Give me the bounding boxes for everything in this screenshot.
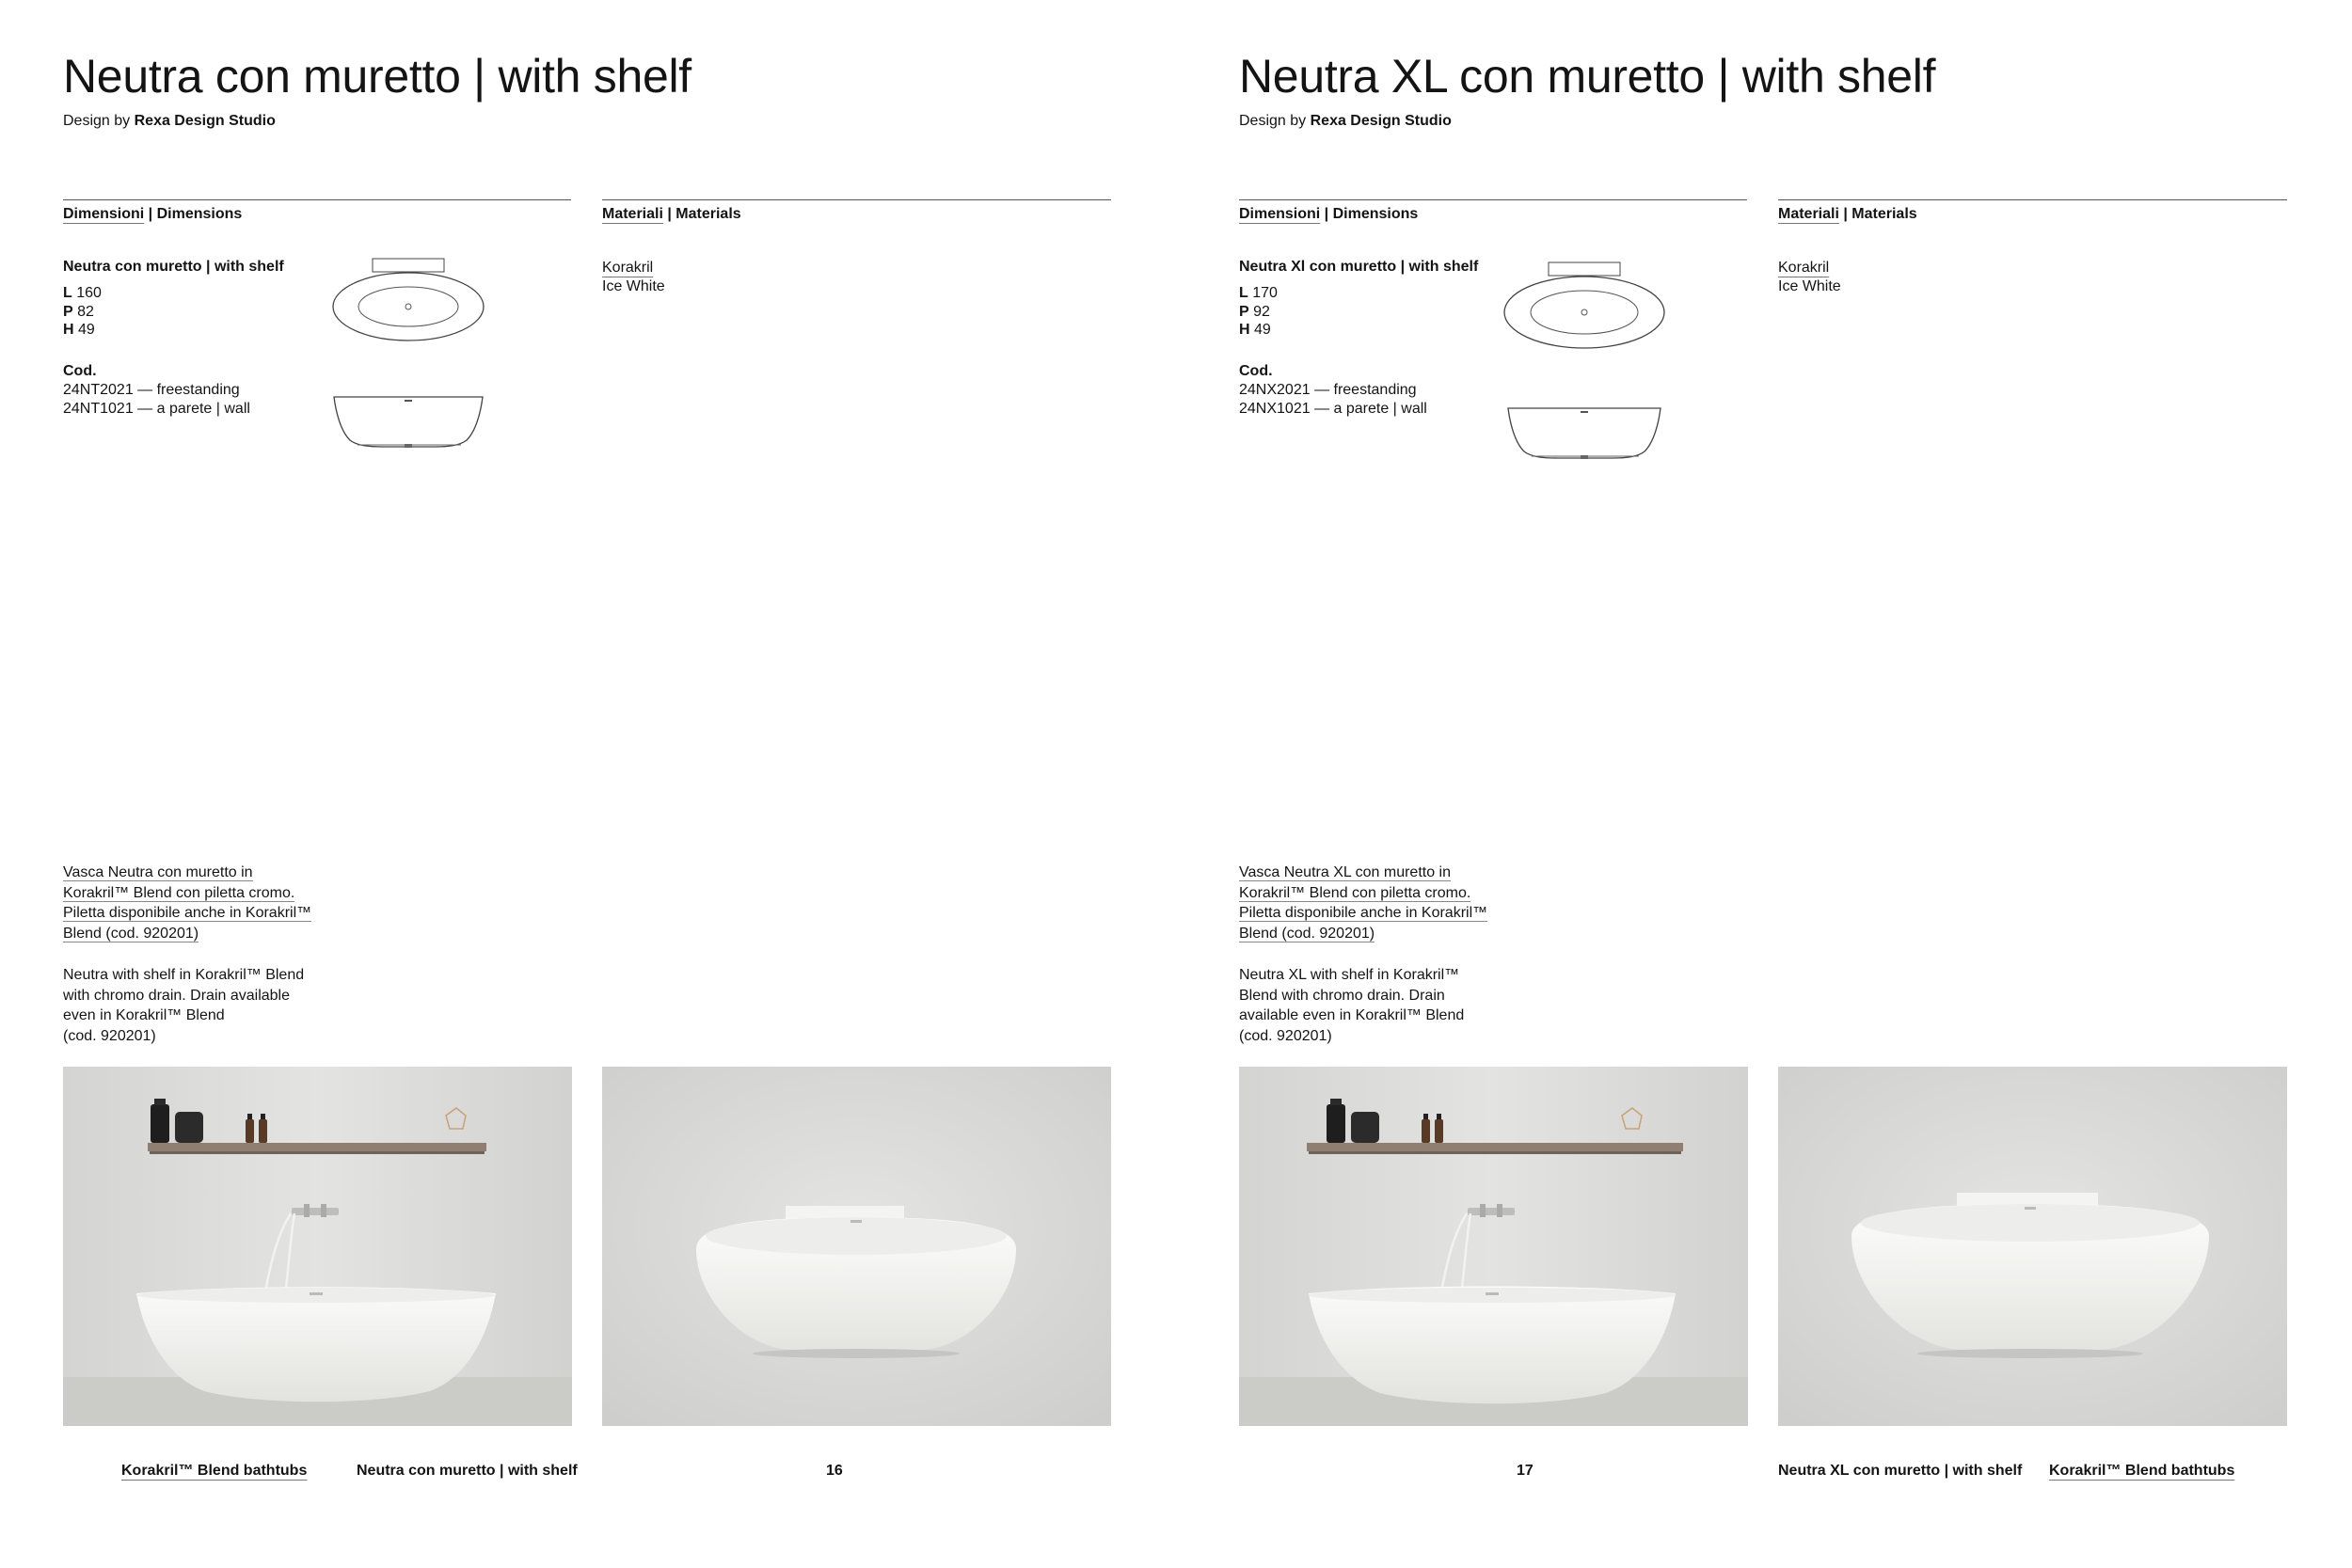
code-wall: 24NT1021 — a parete | wall <box>63 401 250 417</box>
code-freestanding: 24NT2021 — freestanding <box>63 382 240 398</box>
dimension-height: H 49 <box>1239 322 1271 338</box>
dimensions-rule <box>1239 199 1747 200</box>
designer-credit <box>63 113 276 130</box>
materials-heading-it: Materiali <box>602 206 663 222</box>
caption-en-line: (cod. 920201) <box>1239 1027 1332 1044</box>
caption-it-line: Blend (cod. 920201) <box>63 925 199 942</box>
caption-en-line: with chromo drain. Drain available <box>63 987 290 1004</box>
caption-it-line: Korakril™ Blend con piletta cromo. <box>63 884 295 901</box>
caption-english <box>1239 965 1512 1046</box>
material-finish: Ice White <box>1778 278 1841 294</box>
footer-category-link[interactable]: Korakril™ Blend bathtubs <box>121 1463 308 1479</box>
dimension-length: L 170 <box>1239 285 1278 301</box>
dimensions-heading-it: Dimensioni <box>1239 206 1321 222</box>
material-finish: Ice White <box>602 278 665 294</box>
material-name: Korakril <box>602 260 654 276</box>
material-spec <box>1778 259 1841 296</box>
dimensions-rule <box>63 199 571 200</box>
material-name: Korakril <box>1778 260 1830 276</box>
materials-heading-separator: | <box>662 206 676 222</box>
caption-en-line: Neutra XL with shelf in Korakril™ <box>1239 967 1460 983</box>
caption-en-line: available even in Korakril™ Blend <box>1239 1007 1465 1024</box>
footer-product-name: Neutra con muretto | with shelf <box>357 1463 578 1479</box>
dimensions-heading-separator: | <box>144 206 157 222</box>
dimension-depth: P 92 <box>1239 303 1270 320</box>
footer-category-link[interactable]: Korakril™ Blend bathtubs <box>2049 1463 2235 1479</box>
bathtub-photo-wall-shelf <box>63 1067 572 1426</box>
bathtub-photo-freestanding <box>1778 1067 2287 1426</box>
materials-rule <box>602 199 1111 200</box>
bathtub-photo-wall-shelf <box>1239 1067 1748 1426</box>
spec-product-name: Neutra con muretto | with shelf <box>63 259 284 275</box>
design-by-label: Design by <box>63 113 131 129</box>
page-number: 17 <box>1517 1463 1534 1479</box>
right-page <box>1176 0 2352 1568</box>
dimensions-heading-it: Dimensioni <box>63 206 145 222</box>
materials-heading-en: Materials <box>675 206 741 222</box>
caption-it-line: Korakril™ Blend con piletta cromo. <box>1239 884 1471 901</box>
footer-product-name: Neutra XL con muretto | with shelf <box>1778 1463 2023 1479</box>
caption-it-line: Piletta disponibile anche in Korakril™ <box>63 905 312 922</box>
caption-italian <box>63 863 336 943</box>
dimensions-heading-separator: | <box>1320 206 1333 222</box>
materials-heading-en: Materials <box>1851 206 1917 222</box>
dimensions-heading <box>1239 206 1418 223</box>
caption-it-line: Vasca Neutra con muretto in <box>63 864 253 880</box>
page-number: 16 <box>826 1463 843 1479</box>
code-list <box>63 381 250 419</box>
materials-heading-it: Materiali <box>1778 206 1839 222</box>
designer-name: Rexa Design Studio <box>1310 113 1452 129</box>
caption-it-line: Vasca Neutra XL con muretto in <box>1239 864 1451 880</box>
materials-heading <box>602 206 741 223</box>
caption-it-line: Blend (cod. 920201) <box>1239 925 1375 942</box>
side-view-drawing <box>1505 403 1665 468</box>
design-by-label: Design by <box>1239 113 1307 129</box>
dimensions-heading <box>63 206 242 223</box>
designer-name: Rexa Design Studio <box>134 113 276 129</box>
materials-heading <box>1778 206 1917 223</box>
caption-it-line: Piletta disponibile anche in Korakril™ <box>1239 905 1488 922</box>
bathtub-photo-freestanding <box>602 1067 1111 1426</box>
code-freestanding: 24NX2021 — freestanding <box>1239 382 1417 398</box>
top-view-drawing <box>329 258 489 342</box>
dimension-height: H 49 <box>63 322 95 338</box>
page-title: Neutra con muretto | with shelf <box>63 50 691 103</box>
code-label: Cod. <box>1239 363 1273 379</box>
page-title: Neutra XL con muretto | with shelf <box>1239 50 1936 103</box>
designer-credit <box>1239 113 1452 130</box>
caption-en-line: even in Korakril™ Blend <box>63 1007 225 1024</box>
side-view-drawing <box>329 391 489 457</box>
caption-en-line: (cod. 920201) <box>63 1027 156 1044</box>
dimensions-heading-en: Dimensions <box>1332 206 1419 222</box>
top-view-drawing <box>1505 261 1665 346</box>
dimensions-list <box>63 284 102 340</box>
code-list <box>1239 381 1427 419</box>
dimension-depth: P 82 <box>63 303 94 320</box>
code-wall: 24NX1021 — a parete | wall <box>1239 401 1427 417</box>
material-spec <box>602 259 665 296</box>
caption-en-line: Blend with chromo drain. Drain <box>1239 987 1445 1004</box>
materials-rule <box>1778 199 2287 200</box>
spec-product-name: Neutra Xl con muretto | with shelf <box>1239 259 1479 275</box>
materials-heading-separator: | <box>1838 206 1852 222</box>
caption-english <box>63 965 336 1046</box>
caption-italian <box>1239 863 1512 943</box>
dimensions-heading-en: Dimensions <box>156 206 243 222</box>
dimensions-list <box>1239 284 1278 340</box>
code-label: Cod. <box>63 363 97 379</box>
caption-en-line: Neutra with shelf in Korakril™ Blend <box>63 967 305 983</box>
dimension-length: L 160 <box>63 285 102 301</box>
